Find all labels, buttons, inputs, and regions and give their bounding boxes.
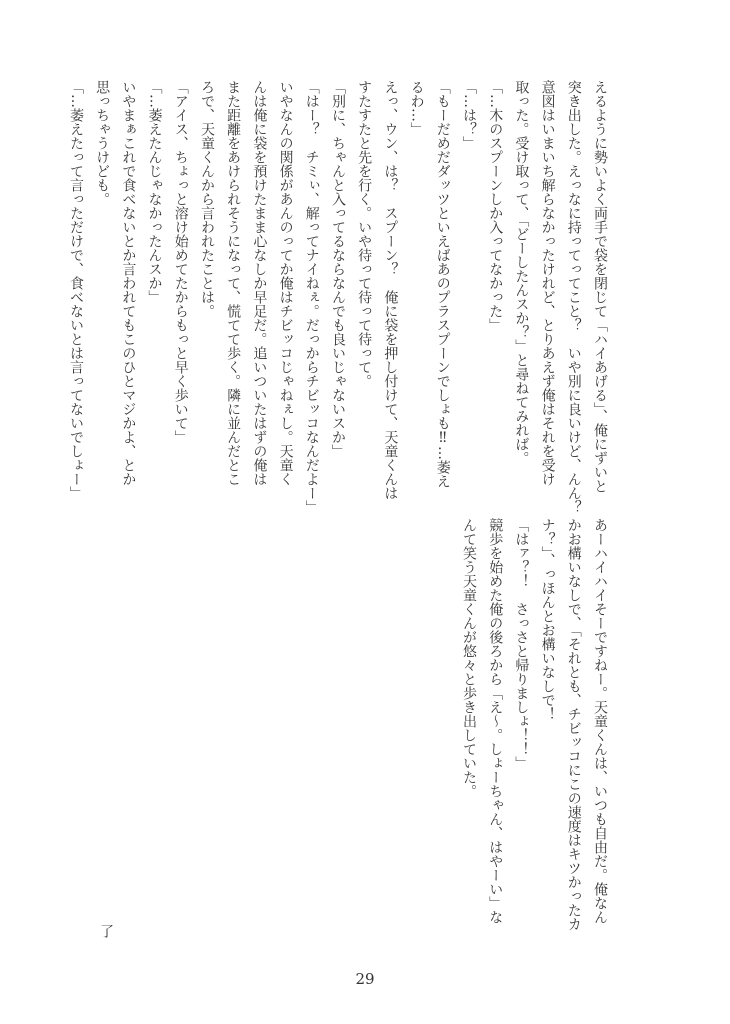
text-line: 「…は？」 bbox=[460, 80, 477, 150]
text-line: また距離をあけられそうになって、慌てて歩く。隣に並んだとこ bbox=[225, 80, 242, 486]
bottom-tier-text bbox=[453, 518, 613, 942]
text-line: んて笑う天童くんが悠々と歩き出していた。 bbox=[460, 518, 477, 798]
text-line: いやまぁこれで食べないとか言われてもこのひとマジかよ、とか bbox=[120, 80, 137, 486]
text-line: 「もーだめだダッツといえばあのプラスプーンでしょも‼…萎え bbox=[434, 80, 451, 488]
text-line: 「はァ？！ さっさと帰りましょ！！」 bbox=[513, 518, 530, 770]
end-mark: 了 bbox=[98, 924, 114, 938]
text-line: るわ…」 bbox=[408, 80, 425, 136]
text-line: かお構いなしで、「それとも、チビッコにこの速度はキツかったカ bbox=[565, 518, 582, 931]
text-line: ろで、天童くんから言われたことは。 bbox=[198, 80, 215, 318]
text-line: えるように勢いよく両手で袋を閉じて「ハイあげる」、俺にずいと bbox=[592, 80, 608, 493]
text-line: いやなんの関係があんのってか俺はチビッコじゃねぇし。天童く bbox=[277, 80, 294, 486]
text-line: 「…萎えたんじゃなかったんスか」 bbox=[146, 80, 163, 304]
text-line: 「…萎えたって言っただけで、食べないとは言ってないでしょー」 bbox=[67, 80, 84, 500]
text-line: 「アイス、ちょっと溶け始めてたからもっと早く歩いて」 bbox=[172, 80, 189, 444]
text-line: すたすたと先を行く。いや待って待って待って。 bbox=[356, 80, 373, 388]
text-line: 思っちゃうけども。 bbox=[94, 80, 111, 206]
text-line: ナ？」、っほんとお構いなしで！ bbox=[539, 518, 556, 721]
text-line: 意図はいまいち解らなかったけれど、とりあえず俺はそれを受け bbox=[539, 80, 556, 486]
text-line: あーハイハイそーですねー。天童くんは、いつも自由だ。俺なん bbox=[592, 518, 608, 924]
text-line: んは俺に袋を預けたまま心なしか早足だ。追いついたはずの俺は bbox=[251, 80, 268, 486]
text-line: 突き出した。えっなに持ってってこと？ いや別に良いけど、んん？ bbox=[565, 80, 582, 514]
text-line: 競歩を始めた俺の後ろから「え〜。しょーちゃん、はやーい」な bbox=[487, 518, 504, 924]
text-line: 「はー？ チミぃ、解ってナイねぇ。だっからチビッコなんだよー」 bbox=[303, 80, 320, 514]
text-line: 「…木のスプーンしか入ってなかった」 bbox=[487, 80, 504, 332]
top-tier-text bbox=[67, 80, 613, 514]
page-number: 29 bbox=[355, 970, 375, 988]
text-line: えっ、ウン、は？ スプーン？ 俺に袋を押し付けて、天童くんは bbox=[382, 80, 399, 500]
text-line: 取った。受け取って、「どーしたんスか？」と尋ねてみれば。 bbox=[513, 80, 530, 465]
text-line: 「別に、ちゃんと入ってるならなんでも良いじゃないスか」 bbox=[329, 80, 346, 458]
